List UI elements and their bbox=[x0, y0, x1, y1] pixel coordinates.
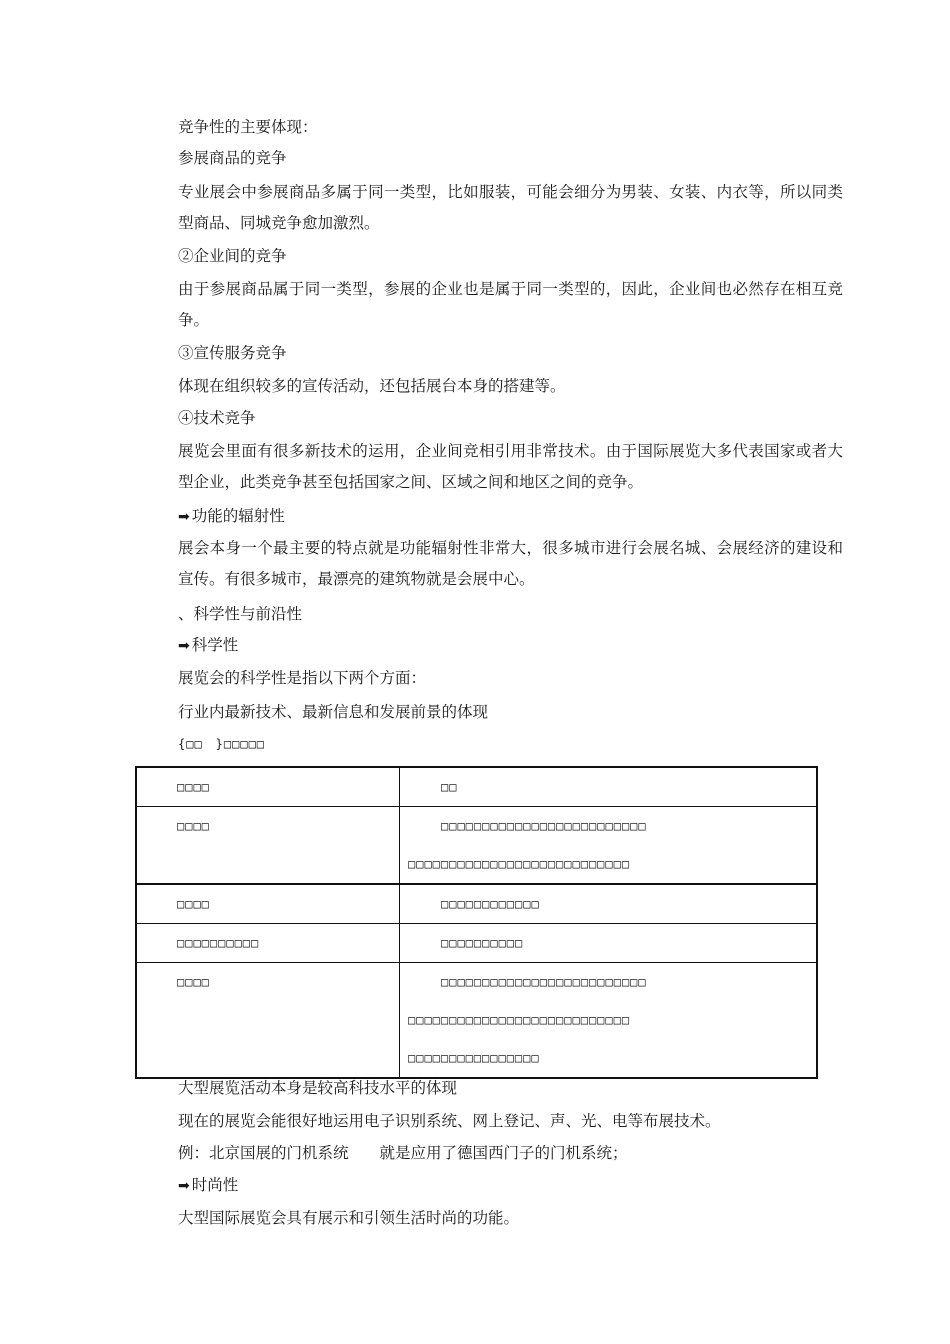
paragraph: 参展商品的竞争 bbox=[178, 149, 287, 167]
paragraph: 展览会里面有很多新技术的运用，企业间竞相引用非常技术。由于国际展览大多代表国家或者大型企业，此类竞争甚至包括国家之间、区域之间和地区之间的竞争。 bbox=[178, 442, 843, 491]
table-row bbox=[136, 884, 817, 924]
paragraph: ③宣传服务竞争 bbox=[178, 344, 287, 362]
table-cell: □□□□□□□□□□ bbox=[136, 924, 400, 963]
paragraph: 专业展会中参展商品多属于同一类型，比如服装，可能会细分为男装、女装、内衣等，所以同类型商品、同城竞争愈加激烈。 bbox=[178, 183, 843, 232]
paragraph: ②企业间的竞争 bbox=[178, 247, 287, 265]
paragraph: 竞争性的主要体现： bbox=[178, 118, 318, 136]
right-arrow-icon: ➡ bbox=[178, 509, 190, 525]
right-arrow-icon: ➡ bbox=[178, 638, 190, 654]
table-row bbox=[136, 924, 817, 963]
paragraph: ④技术竞争 bbox=[178, 409, 256, 427]
heading-text: 科学性 bbox=[191, 636, 239, 654]
heading-fashion bbox=[145, 1170, 843, 1202]
table-cell: □□□□□□□□□□□□□□□□□□□□□□□□□ □□□□□□□□□□□□□□□□□□□□□□□□□□□ □□□□□□□□□□□□□□□□ bbox=[400, 963, 818, 1079]
paragraph: 大型展览活动本身是较高科技水平的体现 bbox=[178, 1079, 458, 1097]
paragraph: 由于参展商品属于同一类型，参展的企业也是属于同一类型的，因此，企业间也必然存在相互竞争。 bbox=[178, 280, 843, 329]
data-table bbox=[135, 766, 818, 1079]
table-cell: □□□□ bbox=[136, 963, 400, 1079]
table-caption: {□□ }□□□□□ bbox=[178, 737, 266, 751]
paragraph: 展览会的科学性是指以下两个方面： bbox=[178, 669, 427, 687]
table-cell: □□□□□□□□□□□□ bbox=[400, 884, 818, 924]
table-cell: □□□□ bbox=[136, 807, 400, 885]
heading-science bbox=[145, 630, 843, 662]
paragraph: 大型国际展览会具有展示和引领生活时尚的功能。 bbox=[178, 1209, 520, 1227]
table-cell: □□□□ bbox=[136, 767, 400, 807]
table-cell: □□□□□□□□□□□□□□□□□□□□□□□□□ □□□□□□□□□□□□□□□□□□□□□□□□□□□ bbox=[400, 807, 818, 885]
paragraph: 体现在组织较多的宣传活动，还包括展台本身的搭建等。 bbox=[178, 377, 566, 395]
paragraph: 现在的展览会能很好地运用电子识别系统、网上登记、声、光、电等布展技术。 bbox=[178, 1112, 721, 1130]
table-row bbox=[136, 807, 817, 885]
table-cell: □□□□ bbox=[136, 884, 400, 924]
heading-text: 时尚性 bbox=[191, 1176, 239, 1194]
section-heading: 、科学性与前沿性 bbox=[178, 605, 303, 623]
right-arrow-icon: ➡ bbox=[178, 1178, 190, 1194]
table-row bbox=[136, 767, 817, 807]
heading-text: 功能的辐射性 bbox=[191, 507, 285, 525]
table-cell: □□ bbox=[400, 767, 818, 807]
paragraph: 例：北京国展的门机系统 就是应用了德国西门子的门机系统； bbox=[178, 1144, 628, 1162]
table-cell: □□□□□□□□□□ bbox=[400, 924, 818, 963]
table-row bbox=[136, 963, 817, 1079]
heading-radiation bbox=[145, 501, 843, 533]
paragraph: 展会本身一个最主要的特点就是功能辐射性非常大，很多城市进行会展名城、会展经济的建设和宣传。有很多城市，最漂亮的建筑物就是会展中心。 bbox=[178, 539, 843, 588]
paragraph: 行业内最新技术、最新信息和发展前景的体现 bbox=[178, 703, 489, 721]
